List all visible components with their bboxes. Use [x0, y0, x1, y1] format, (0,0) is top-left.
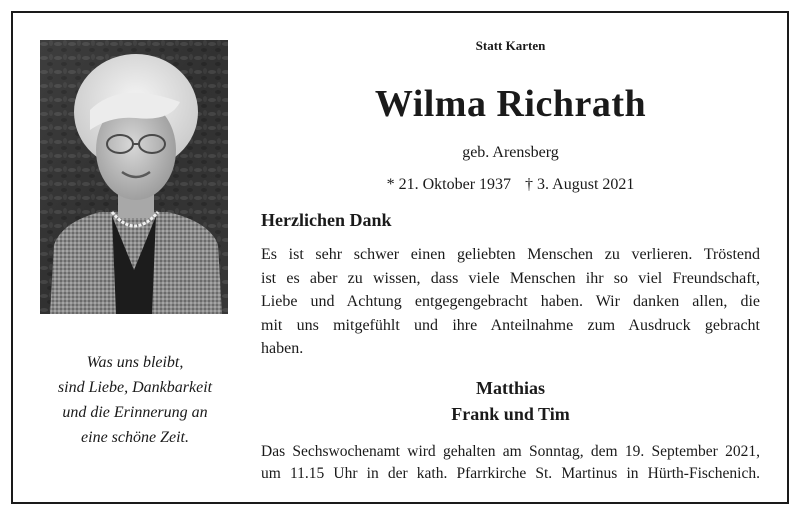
- service-notice: [261, 441, 760, 485]
- notice-line: Das Sechswochenamt wird gehalten am Sonntag, dem 19. September 2021,: [261, 442, 760, 460]
- life-dates: [261, 175, 760, 195]
- memorial-quote: [40, 350, 230, 450]
- deceased-name: Wilma Richrath: [374, 83, 647, 125]
- signer-line-2: Frank und Tim: [451, 403, 570, 424]
- birth-name: geb. Arensberg: [462, 144, 559, 161]
- message-line: mit uns mitgefühlt und ihre Anteilnahme zum Ausdruck gebracht: [261, 316, 760, 334]
- thanks-heading: Herzlichen Dank: [261, 210, 392, 230]
- quote-line: sind Liebe, Dankbarkeit: [57, 379, 213, 396]
- obituary-text-column: [261, 36, 760, 485]
- thanks-message: [261, 243, 760, 361]
- birth-date: * 21. Oktober 1937: [386, 176, 512, 193]
- notice-line: um 11.15 Uhr in der kath. Pfarrkirche St. Martinus in Hürth-Fischenich.: [261, 464, 760, 482]
- death-date: † 3. August 2021: [525, 176, 635, 193]
- portrait-photo: [40, 40, 228, 314]
- message-line: ist es aber zu wissen, dass viele Menschen ihr so viel Freundschaft,: [261, 269, 760, 287]
- header-label: Statt Karten: [475, 38, 546, 53]
- signers: [261, 375, 760, 427]
- quote-line: Was uns bleibt,: [86, 354, 184, 371]
- message-line: haben.: [261, 340, 304, 357]
- message-line: Liebe und Achtung entgegengebracht haben. Wir danken allen, die: [261, 293, 760, 310]
- quote-line: eine schöne Zeit.: [81, 429, 189, 446]
- signer-line-1: Matthias: [476, 377, 545, 398]
- message-line: Es ist sehr schwer einen geliebten Menschen zu verlieren. Tröstend: [261, 246, 760, 263]
- quote-line: und die Erinnerung an: [62, 404, 208, 421]
